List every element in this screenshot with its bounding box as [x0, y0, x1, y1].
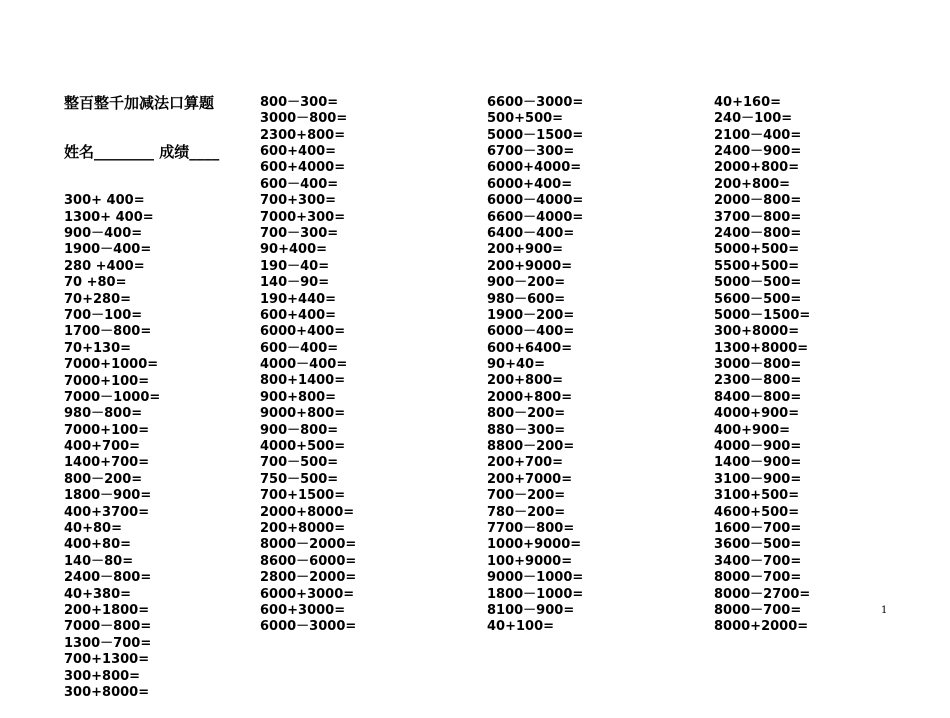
arithmetic-problem: 600+3000= — [260, 602, 346, 618]
problem-list — [64, 193, 219, 701]
name-score-line: 姓名________ 成绩____ — [64, 143, 220, 162]
arithmetic-problem: 600+400= — [260, 143, 337, 159]
arithmetic-problem: 300+ 400= — [64, 193, 145, 209]
arithmetic-problem: 4600+500= — [714, 504, 800, 520]
arithmetic-problem: 70+280= — [64, 291, 132, 307]
arithmetic-problem: 9000+800= — [260, 406, 346, 422]
arithmetic-problem: 200+1800= — [64, 602, 150, 618]
arithmetic-problem: 7000－800= — [64, 619, 152, 635]
arithmetic-problem: 1300+8000= — [714, 340, 809, 356]
arithmetic-problem: 4000+500= — [260, 439, 346, 455]
arithmetic-problem: 600+400= — [260, 307, 337, 323]
problem-column-2 — [260, 62, 356, 652]
arithmetic-problem: 2000+8000= — [260, 504, 355, 520]
arithmetic-problem: 700－500= — [260, 455, 339, 471]
arithmetic-problem: 600+4000= — [260, 160, 346, 176]
arithmetic-problem: 900+800= — [260, 389, 337, 405]
arithmetic-problem: 400+900= — [714, 422, 791, 438]
arithmetic-problem: 780－200= — [487, 504, 566, 520]
arithmetic-problem: 90+400= — [260, 242, 328, 258]
arithmetic-problem: 2400－800= — [714, 225, 802, 241]
arithmetic-problem: 8000－2000= — [260, 537, 357, 553]
arithmetic-problem: 1800－1000= — [487, 586, 584, 602]
arithmetic-problem: 700－300= — [260, 225, 339, 241]
arithmetic-problem: 600－400= — [260, 176, 339, 192]
arithmetic-problem: 3100－900= — [714, 471, 802, 487]
arithmetic-problem: 700+1300= — [64, 652, 150, 668]
arithmetic-problem: 1400－900= — [714, 455, 802, 471]
arithmetic-problem: 5000+500= — [714, 242, 800, 258]
problem-column-4 — [714, 62, 810, 652]
arithmetic-problem: 2800－2000= — [260, 570, 357, 586]
arithmetic-problem: 100+9000= — [487, 553, 573, 569]
arithmetic-problem: 600－400= — [260, 340, 339, 356]
arithmetic-problem: 1900－400= — [64, 242, 152, 258]
arithmetic-problem: 8000－2700= — [714, 586, 811, 602]
arithmetic-problem: 6400－400= — [487, 225, 575, 241]
arithmetic-problem: 5000－1500= — [487, 127, 584, 143]
arithmetic-problem: 200+700= — [487, 455, 564, 471]
arithmetic-problem: 5500+500= — [714, 258, 800, 274]
arithmetic-problem: 800－300= — [260, 94, 339, 110]
arithmetic-problem: 70 +80= — [64, 275, 127, 291]
arithmetic-problem: 300+800= — [64, 668, 141, 684]
arithmetic-problem: 1000+9000= — [487, 537, 582, 553]
problem-list — [487, 95, 583, 636]
arithmetic-problem: 3100+500= — [714, 488, 800, 504]
arithmetic-problem: 40+100= — [487, 619, 555, 635]
arithmetic-problem: 70+130= — [64, 340, 132, 356]
arithmetic-problem: 6000－3000= — [260, 619, 357, 635]
arithmetic-problem: 2100－400= — [714, 127, 802, 143]
arithmetic-problem: 6000－4000= — [487, 193, 584, 209]
arithmetic-problem: 980－800= — [64, 406, 143, 422]
arithmetic-problem: 900－400= — [64, 226, 143, 241]
arithmetic-problem: 190－40= — [260, 258, 330, 274]
arithmetic-problem: 7000－1000= — [64, 389, 161, 405]
arithmetic-problem: 1700－800= — [64, 324, 152, 340]
arithmetic-problem: 7000+100= — [64, 373, 150, 389]
arithmetic-problem: 6000+4000= — [487, 160, 582, 176]
arithmetic-problem: 4000－900= — [714, 439, 802, 455]
arithmetic-problem: 40+380= — [64, 586, 132, 602]
problem-list — [260, 95, 356, 636]
arithmetic-problem: 400+3700= — [64, 504, 150, 520]
arithmetic-problem: 8800－200= — [487, 439, 575, 455]
arithmetic-problem: 8000－700= — [714, 570, 802, 586]
arithmetic-problem: 6000+400= — [260, 324, 346, 340]
arithmetic-problem: 6000－400= — [487, 324, 575, 340]
arithmetic-problem: 1300－700= — [64, 635, 152, 651]
arithmetic-problem: 2300－800= — [714, 373, 802, 389]
arithmetic-problem: 7000+1000= — [64, 357, 159, 373]
arithmetic-problem: 40+80= — [64, 521, 122, 537]
arithmetic-problem: 1600－700= — [714, 520, 802, 536]
arithmetic-problem: 6600－4000= — [487, 209, 584, 225]
arithmetic-problem: 900－200= — [487, 275, 566, 291]
arithmetic-problem: 200+8000= — [260, 520, 346, 536]
arithmetic-problem: 9000－1000= — [487, 570, 584, 586]
arithmetic-problem: 7000+100= — [64, 422, 150, 438]
arithmetic-problem: 8000－700= — [714, 602, 802, 618]
problem-list — [714, 95, 810, 636]
problem-column-1 — [64, 62, 219, 718]
arithmetic-problem: 800+1400= — [260, 373, 346, 389]
arithmetic-problem: 4000+900= — [714, 406, 800, 422]
arithmetic-problem: 200+800= — [487, 373, 564, 389]
arithmetic-problem: 40+160= — [714, 94, 782, 110]
arithmetic-problem: 2400－800= — [64, 570, 152, 586]
arithmetic-problem: 7700－800= — [487, 520, 575, 536]
arithmetic-problem: 400+700= — [64, 439, 141, 455]
arithmetic-problem: 1800－900= — [64, 488, 152, 504]
arithmetic-problem: 6000+400= — [487, 176, 573, 192]
arithmetic-problem: 5000－1500= — [714, 307, 811, 323]
arithmetic-problem: 190+440= — [260, 291, 337, 307]
arithmetic-problem: 140－80= — [64, 553, 134, 569]
arithmetic-problem: 90+40= — [487, 357, 545, 373]
arithmetic-problem: 5600－500= — [714, 291, 802, 307]
arithmetic-problem: 980－600= — [487, 291, 566, 307]
arithmetic-problem: 2000－800= — [714, 193, 802, 209]
arithmetic-problem: 200+9000= — [487, 258, 573, 274]
problem-column-3 — [487, 62, 583, 652]
arithmetic-problem: 300+8000= — [714, 324, 800, 340]
arithmetic-problem: 280 +400= — [64, 258, 145, 274]
arithmetic-problem: 5000－500= — [714, 275, 802, 291]
arithmetic-problem: 2000+800= — [714, 160, 800, 176]
arithmetic-problem: 200+900= — [487, 242, 564, 258]
arithmetic-problem: 8400－800= — [714, 389, 802, 405]
arithmetic-problem: 2300+800= — [260, 127, 346, 143]
arithmetic-problem: 3600－500= — [714, 537, 802, 553]
page-number: 1 — [881, 605, 888, 616]
arithmetic-problem: 750－500= — [260, 471, 339, 487]
arithmetic-problem: 2400－900= — [714, 143, 802, 159]
arithmetic-problem: 400+80= — [64, 537, 132, 553]
arithmetic-problem: 800－200= — [64, 471, 143, 487]
arithmetic-problem: 7000+300= — [260, 209, 346, 225]
arithmetic-problem: 140－90= — [260, 275, 330, 291]
arithmetic-problem: 3400－700= — [714, 553, 802, 569]
worksheet-title: 整百整千加减法口算题 — [64, 93, 215, 112]
arithmetic-problem: 6700－300= — [487, 143, 575, 159]
arithmetic-problem: 1900－200= — [487, 307, 575, 323]
arithmetic-problem: 880－300= — [487, 422, 566, 438]
arithmetic-problem: 1400+700= — [64, 455, 150, 471]
arithmetic-problem: 3700－800= — [714, 209, 802, 225]
arithmetic-problem: 900－800= — [260, 422, 339, 438]
arithmetic-problem: 200+7000= — [487, 471, 573, 487]
arithmetic-problem: 500+500= — [487, 111, 564, 127]
arithmetic-problem: 700－200= — [487, 488, 566, 504]
arithmetic-problem: 8100－900= — [487, 602, 575, 618]
arithmetic-problem: 600+6400= — [487, 340, 573, 356]
arithmetic-problem: 700+300= — [260, 193, 337, 209]
arithmetic-problem: 6600－3000= — [487, 94, 584, 110]
arithmetic-problem: 700－100= — [64, 307, 143, 323]
arithmetic-problem: 4000－400= — [260, 357, 348, 373]
arithmetic-problem: 300+8000= — [64, 684, 150, 700]
arithmetic-problem: 3000－800= — [714, 357, 802, 373]
arithmetic-problem: 3000－800= — [260, 111, 348, 127]
arithmetic-problem: 2000+800= — [487, 389, 573, 405]
arithmetic-problem: 800－200= — [487, 406, 566, 422]
arithmetic-problem: 6000+3000= — [260, 586, 355, 602]
arithmetic-problem: 240－100= — [714, 111, 793, 127]
arithmetic-problem: 8000+2000= — [714, 619, 809, 635]
arithmetic-problem: 700+1500= — [260, 488, 346, 504]
arithmetic-problem: 1300+ 400= — [64, 209, 154, 225]
arithmetic-problem: 200+800= — [714, 176, 791, 192]
arithmetic-problem: 8600－6000= — [260, 553, 357, 569]
